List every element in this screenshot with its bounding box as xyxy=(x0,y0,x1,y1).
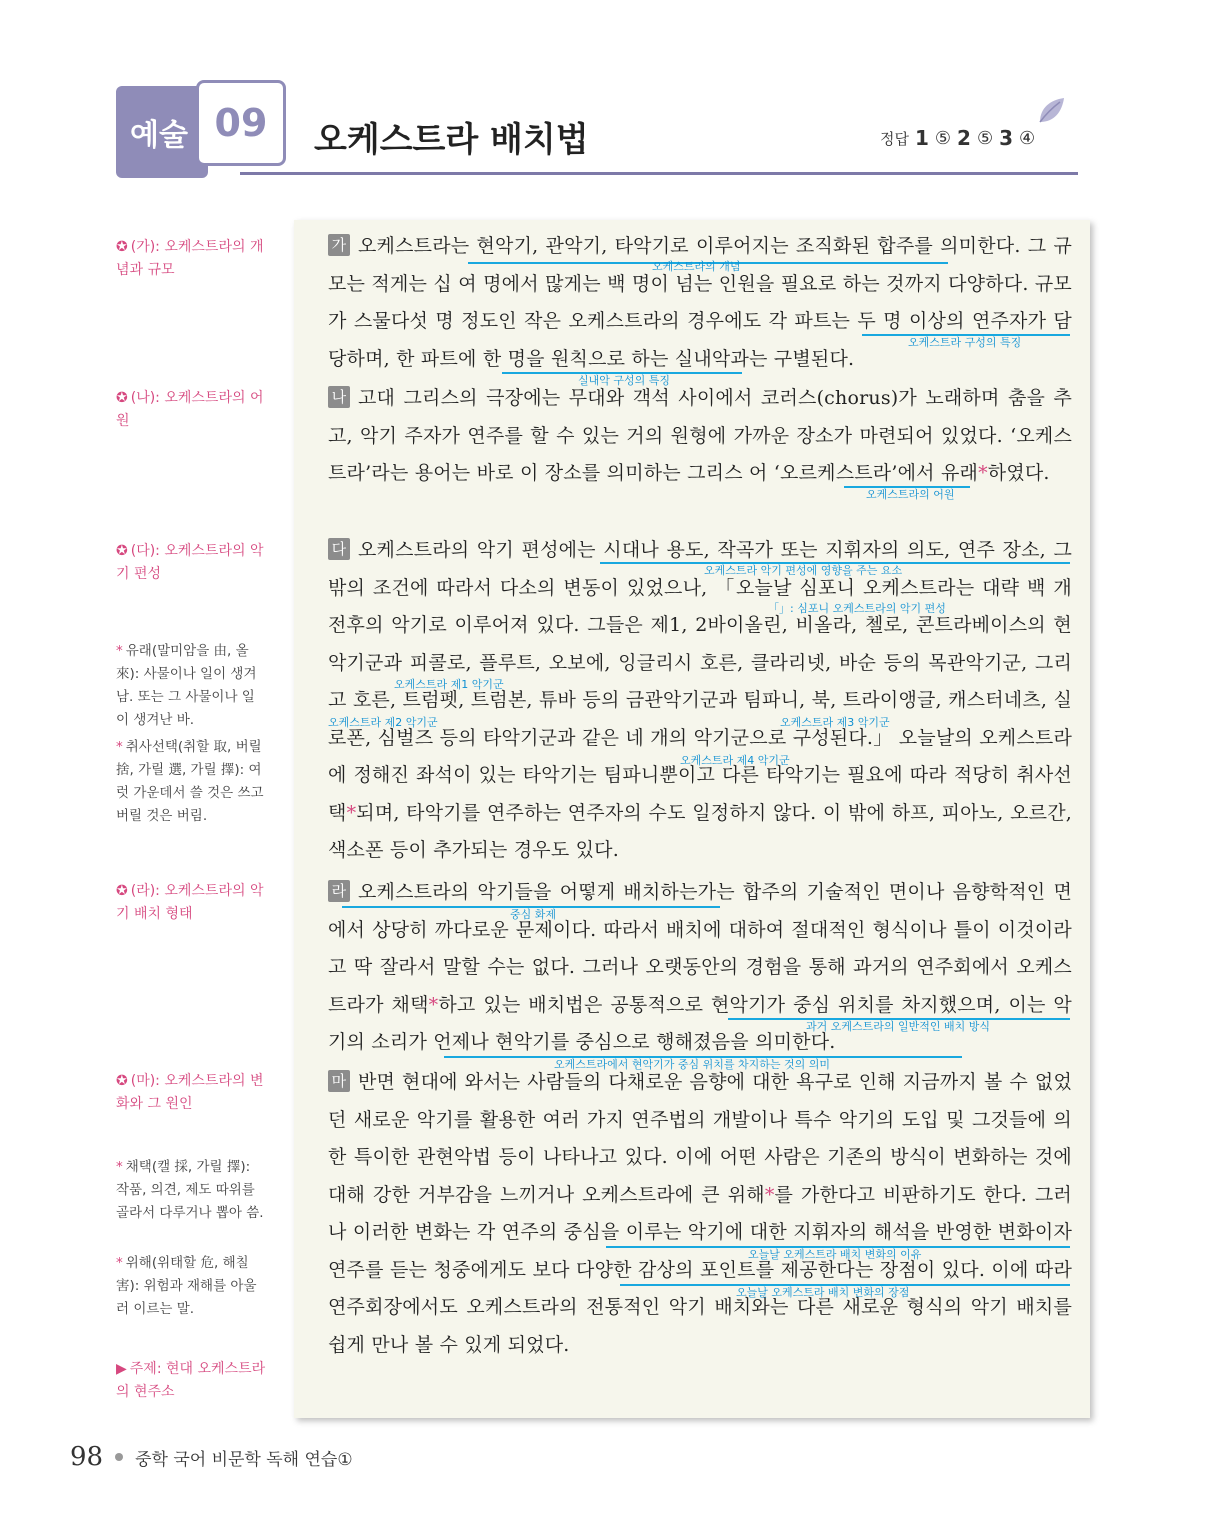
sidebar-na-text: (나): 오케스트라의 어원 xyxy=(116,390,264,429)
answer-a2: ⑤ xyxy=(976,127,994,149)
paragraph-ra-text: 오케스트라의 악기들을 어떻게 배치하는가는 합주의 기술적인 면이나 음향학적인 면에서 상당히 까다로운 문제이다. 따라서 배치에 대하여 절대적인 형식이나 틀이 이것이라고 딱 잘라서 말할 수는 없다. 그러나 오랫동안의 경험을 통해 과거의 연주회에서 오케스트라가 채택 xyxy=(328,881,1072,1016)
paragraph-da xyxy=(328,532,1072,870)
footnote-star: * xyxy=(346,801,357,824)
paragraph-tag-na: 나 xyxy=(328,386,350,408)
footnote-star: * xyxy=(764,1183,775,1206)
sidebar-da-text: (다): 오케스트라의 악기 편성 xyxy=(116,543,264,582)
paragraph-tag-ma: 마 xyxy=(328,1070,350,1092)
paragraph-na-tail: 하였다. xyxy=(987,462,1050,484)
note-chaetaek: * 채택(캘 採, 가릴 擇): 작품, 의견, 제도 따위를 골라서 다루거나 뽑아 씀. xyxy=(116,1159,264,1221)
page-title: 오케스트라 배치법 xyxy=(314,120,589,160)
footnote-star: * xyxy=(428,993,439,1016)
answer-q2: 2 xyxy=(957,126,971,150)
annotation-symphony-composition: 「」: 심포니 오케스트라의 악기 편성 xyxy=(768,602,946,615)
annotation-group2: 오케스트라 제2 악기군 xyxy=(328,716,438,729)
paragraph-na-text: 고대 그리스의 극장에는 무대와 객석 사이에서 코러스(chorus)가 노래하며 춤을 추고, 악기 주자가 연주를 할 수 있는 거의 원형에 가까운 장소가 마련되어 있었다. ‘오케스트라’라는 용어는 바로 이 장소를 의미하는 그리스 어 ‘오르케스트라’에서 유래 xyxy=(328,387,1072,484)
annotation-change-merit: 오늘날 오케스트라 배치 변화의 장점 xyxy=(736,1286,910,1299)
paragraph-tag-ra: 라 xyxy=(328,880,350,902)
annotation-main-topic: 중심 화제 xyxy=(510,908,557,921)
sidebar-ra-text: (라): 오케스트라의 악기 배치 형태 xyxy=(116,883,264,922)
sidebar-ga: ✪ (가): 오케스트라의 개념과 규모 xyxy=(116,239,264,278)
note-chaetaek-text: 채택(캘 採, 가릴 擇): 작품, 의견, 제도 따위를 골라서 다루거나 뽑아 씀. xyxy=(116,1159,264,1221)
annotation-past-layout: 과거 오케스트라의 일반적인 배치 방식 xyxy=(806,1020,991,1033)
annotation-change-reason: 오늘날 오케스트라 배치 변화의 이유 xyxy=(748,1248,922,1261)
annotation-composition-factors: 오케스트라 악기 편성에 영향을 주는 요소 xyxy=(704,564,903,577)
paragraph-da-text: 오케스트라의 악기 편성에는 시대나 용도, 작곡가 또는 지휘자의 의도, 연주 장소, 그 밖의 조건에 따라서 다소의 변동이 있었으나, 「오늘날 심포니 오케스트라는 대략 백 개 전후의 악기로 이루어져 있다. 그들은 제1, 2바이올린, 비올라, 첼로, 콘트라베이스의 현악기군과 피콜로, 플루트, 오보에, 잉글리시 호른, 클라리넷, 바순 등의 목관악기군, 그리고 호른, 트럼펫, 트럼본, 튜바 등의 금관악기군과 팀파니, 북, 트라이앵글, 캐스터네츠, 실로폰, 심벌즈 등의 타악기군과 같은 네 개의 악기군으로 구성된다.」 오늘날의 오케스트라에 정해진 좌석이 있는 타악기는 팀파니뿐이고 다른 타악기는 필요에 따라 적당히 취사선택 xyxy=(328,539,1072,824)
header-rule xyxy=(240,172,1078,175)
leaf-icon xyxy=(1036,96,1068,126)
note-chwisa-text: 취사선택(취할 取, 버릴 捨, 가릴 選, 가릴 擇): 여럿 가운데서 쓸 것은 쓰고 버릴 것은 버림. xyxy=(116,739,264,824)
sidebar-da: ✪ (다): 오케스트라의 악기 편성 xyxy=(116,543,264,582)
sidebar-na: ✪ (나): 오케스트라의 어원 xyxy=(116,390,264,429)
paragraph-ga-text: 오케스트라는 현악기, 관악기, 타악기로 이루어지는 조직화된 합주를 의미한다. 그 규모는 적게는 십 여 명에서 많게는 백 명이 넘는 인원을 필요로 하는 것까지 다양하다. 규모가 스물다섯 명 정도인 작은 오케스트라의 경우에도 각 파트는 두 명 이상의 연주자가 담당하며, 한 파트에 한 명을 원칙으로 하는 실내악과는 구별된다. xyxy=(328,235,1072,370)
note-yurae-text: 유래(말미암을 由, 올 來): 사물이나 일이 생겨남. 또는 그 사물이나 일이 생겨난 바. xyxy=(116,643,257,728)
sidebar-ga-text: (가): 오케스트라의 개념과 규모 xyxy=(116,239,264,278)
book-title: 중학 국어 비문학 독해 연습① xyxy=(135,1449,353,1470)
bullet-icon xyxy=(115,1453,123,1461)
paragraph-ga xyxy=(328,228,1072,378)
sidebar-theme-text: 주제: 현대 오케스트라의 현주소 xyxy=(116,1361,266,1400)
sidebar-ma-text: (마): 오케스트라의 변화와 그 원인 xyxy=(116,1073,264,1112)
category-label: 예술 xyxy=(130,118,188,153)
sidebar-theme: ▶ 주제: 현대 오케스트라의 현주소 xyxy=(116,1361,266,1400)
paragraph-ma-text: 반면 현대에 와서는 사람들의 다채로운 음향에 대한 욕구로 인해 지금까지 볼 수 없었던 새로운 악기를 활용한 여러 가지 연주법의 개발이나 특수 악기의 도입 및 그것들에 의한 특이한 관현악법 등이 나타나고 있다. 이에 어떤 사람은 기존의 방식이 변화하는 것에 대해 강한 거부감을 느끼거나 오케스트라에 큰 위해 xyxy=(328,1071,1072,1206)
answer-label: 정답 xyxy=(880,129,909,148)
footnote-star: * xyxy=(978,462,988,484)
answer-q1: 1 xyxy=(914,126,929,150)
page-number: 98 xyxy=(70,1442,104,1472)
paragraph-da-tail: 되며, 타악기를 연주하는 연주자의 수도 일정하지 않다. 이 밖에 하프, 피아노, 오르간, 색소폰 등이 추가되는 경우도 있다. xyxy=(328,801,1072,861)
note-wihae-text: 위해(위태할 危, 해칠 害): 위험과 재해를 아울러 이르는 말. xyxy=(116,1255,257,1317)
annotation-strings-meaning: 오케스트라에서 현악기가 중심 위치를 차지하는 것의 의미 xyxy=(554,1058,831,1071)
answer-key xyxy=(880,126,1035,150)
note-wihae: * 위해(위태할 危, 해칠 害): 위험과 재해를 아울러 이르는 말. xyxy=(116,1255,257,1317)
annotation-concept: 오케스트라의 개념 xyxy=(652,260,741,273)
paragraph-ma-tail: 를 가한다고 비판하기도 한다. 그러나 이러한 변화는 각 연주의 중심을 이루는 악기에 대한 지휘자의 해석을 반영한 변화이자 연주를 듣는 청중에게도 보다 다양한 감상의 포인트를 제공한다는 장점이 있다. 이에 따라 연주회장에서도 오케스트라의 전통적인 악기 배치와는 다른 새로운 형식의 악기 배치를 쉽게 만나 볼 수 있게 되었다. xyxy=(328,1183,1072,1356)
category-tab xyxy=(116,86,208,178)
annotation-origin: 오케스트라의 어원 xyxy=(866,488,955,501)
answer-q3: 3 xyxy=(999,126,1014,150)
paragraph-na xyxy=(328,380,1072,493)
paragraph-ra-tail: 하고 있는 배치법은 공통적으로 현악기가 중심 위치를 차지했으며, 이는 악기의 소리가 언제나 현악기를 중심으로 행해졌음을 의미한다. xyxy=(328,993,1072,1053)
paragraph-tag-ga: 가 xyxy=(328,234,350,256)
paragraph-tag-da: 다 xyxy=(328,538,350,560)
annotation-chamber-feature: 실내악 구성의 특징 xyxy=(578,374,671,387)
annotation-orchestra-feature: 오케스트라 구성의 특징 xyxy=(908,336,1022,349)
answer-a3: ④ xyxy=(1019,127,1036,149)
answer-a1: ⑤ xyxy=(934,127,952,149)
note-chwisa: * 취사선택(취할 取, 버릴 捨, 가릴 選, 가릴 擇): 여럿 가운데서 쓸 것은 쓰고 버릴 것은 버림. xyxy=(116,739,264,824)
paragraph-ma xyxy=(328,1064,1072,1364)
sidebar-ma: ✪ (마): 오케스트라의 변화와 그 원인 xyxy=(116,1073,264,1112)
annotation-group3: 오케스트라 제3 악기군 xyxy=(780,716,890,729)
page-footer xyxy=(70,1442,353,1472)
lesson-number-tab xyxy=(196,80,286,166)
note-yurae: * 유래(말미암을 由, 올 來): 사물이나 일이 생겨남. 또는 그 사물이나 일이 생겨난 바. xyxy=(116,643,257,728)
sidebar-ra: ✪ (라): 오케스트라의 악기 배치 형태 xyxy=(116,883,264,922)
annotation-group4: 오케스트라 제4 악기군 xyxy=(680,754,790,767)
lesson-number: 09 xyxy=(214,101,268,145)
annotation-group1: 오케스트라 제1 악기군 xyxy=(394,678,504,691)
